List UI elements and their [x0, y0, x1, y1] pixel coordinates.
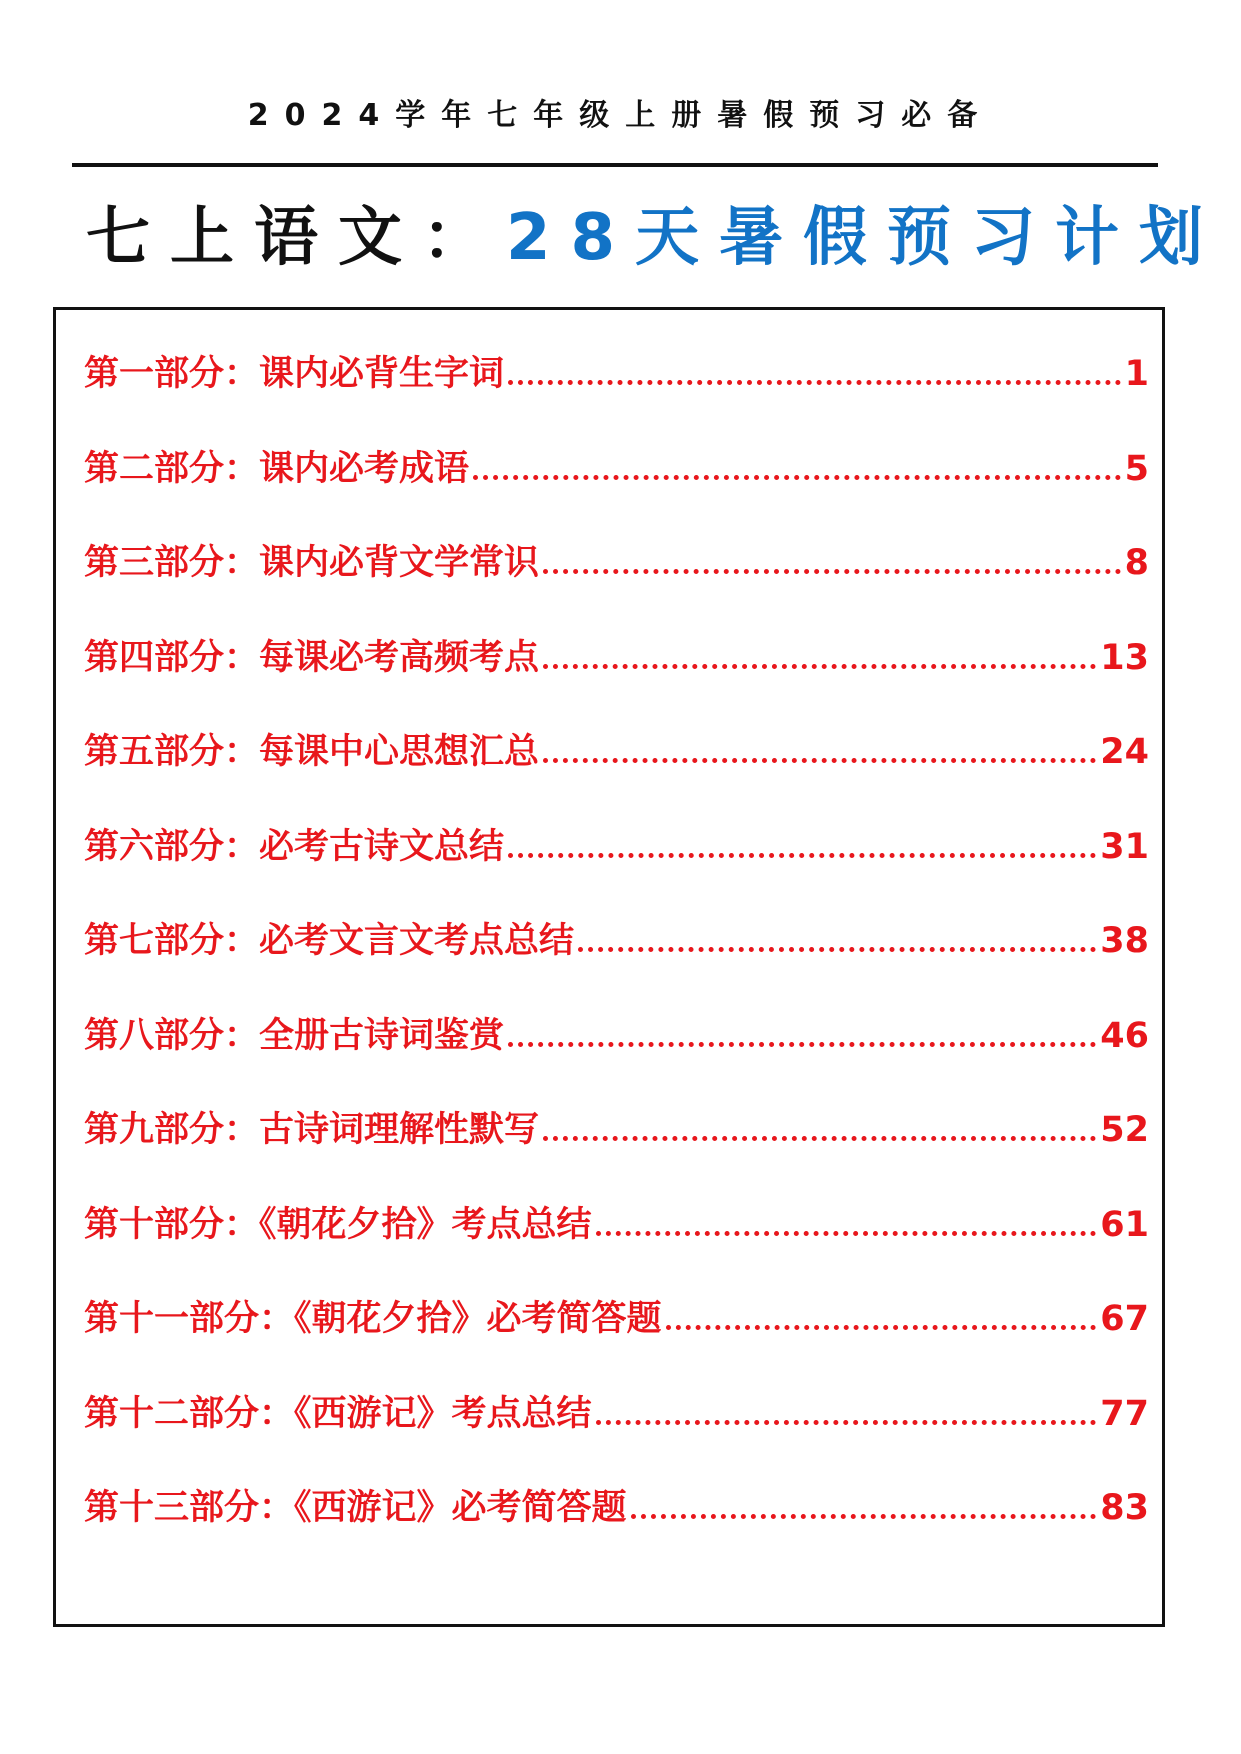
toc-entry[interactable]: [84, 823, 1149, 918]
toc-page-number: 46: [1100, 1015, 1149, 1056]
toc-entry-title: 第十部分：《朝花夕拾》考点总结: [84, 1204, 592, 1245]
toc-leader-dots: [508, 853, 1096, 858]
toc-entry-title: 第十三部分：《西游记》必考简答题: [84, 1488, 627, 1528]
document-subtitle: 2024学年七年级上册暑假预习必备: [247, 98, 994, 133]
toc-leader-dots: [596, 1231, 1097, 1236]
toc-entry-title: 第二部分：课内必考成语: [84, 448, 470, 489]
toc-page-number: 83: [1100, 1488, 1149, 1528]
toc-entry-title: 第四部分：每课必考高频考点: [84, 637, 540, 678]
toc-leader-dots: [578, 947, 1096, 952]
toc-leader-dots: [543, 664, 1096, 669]
toc-page-number: 61: [1100, 1204, 1149, 1245]
toc-entry-title: 第八部分：全册古诗词鉴赏: [84, 1015, 505, 1056]
toc-entry[interactable]: [84, 445, 1149, 540]
toc-leader-dots: [508, 1042, 1096, 1047]
toc-page-number: 1: [1124, 354, 1149, 394]
toc-entry[interactable]: [84, 1201, 1149, 1296]
toc-entry[interactable]: [84, 1012, 1149, 1107]
toc-entry[interactable]: [84, 1295, 1149, 1390]
toc-page-number: 31: [1100, 826, 1149, 867]
toc-entry[interactable]: [84, 917, 1149, 1012]
toc-entry-title: 第一部分：课内必背生字词: [84, 354, 505, 394]
toc-entry-title: 第十一部分：《朝花夕拾》必考简答题: [84, 1299, 662, 1339]
toc-entry-title: 第六部分：必考古诗文总结: [84, 826, 505, 867]
toc-page-number: 13: [1100, 637, 1149, 678]
toc-entry-title: 第十二部分：《西游记》考点总结: [84, 1393, 592, 1434]
toc-leader-dots: [543, 758, 1096, 763]
toc-entry-title: 第九部分：古诗词理解性默写: [84, 1110, 540, 1150]
toc-entry-title: 第三部分：课内必背文学常识: [84, 543, 540, 583]
toc-leader-dots: [508, 380, 1121, 385]
toc-entry[interactable]: [84, 539, 1149, 634]
toc-entry[interactable]: [84, 1484, 1149, 1579]
toc-page-number: 38: [1100, 921, 1149, 961]
toc-leader-dots: [666, 1325, 1097, 1330]
toc-leader-dots: [473, 475, 1121, 480]
toc-page-number: 5: [1124, 448, 1149, 489]
toc-entry[interactable]: [84, 634, 1149, 729]
title-subject: 七上语文：: [86, 201, 506, 275]
toc-page-number: 8: [1124, 543, 1149, 583]
title-plan: 28天暑假预习计划: [506, 201, 1224, 275]
toc-leader-dots: [631, 1514, 1097, 1519]
toc-entry[interactable]: [84, 728, 1149, 823]
toc-leader-dots: [543, 1136, 1096, 1141]
toc-leader-dots: [596, 1420, 1097, 1425]
toc-page-number: 77: [1100, 1393, 1149, 1434]
toc-entry[interactable]: [84, 350, 1149, 445]
table-of-contents: [53, 307, 1165, 1627]
header-divider: [72, 163, 1158, 167]
toc-entry[interactable]: [84, 1106, 1149, 1201]
toc-entry-title: 第五部分：每课中心思想汇总: [84, 732, 540, 772]
toc-list: [84, 350, 1149, 1579]
page-title: [86, 196, 1224, 280]
toc-entry-title: 第七部分：必考文言文考点总结: [84, 921, 575, 961]
toc-page-number: 24: [1100, 732, 1149, 772]
toc-leader-dots: [543, 569, 1121, 574]
toc-entry[interactable]: [84, 1390, 1149, 1485]
toc-page-number: 67: [1100, 1299, 1149, 1339]
toc-page-number: 52: [1100, 1110, 1149, 1150]
